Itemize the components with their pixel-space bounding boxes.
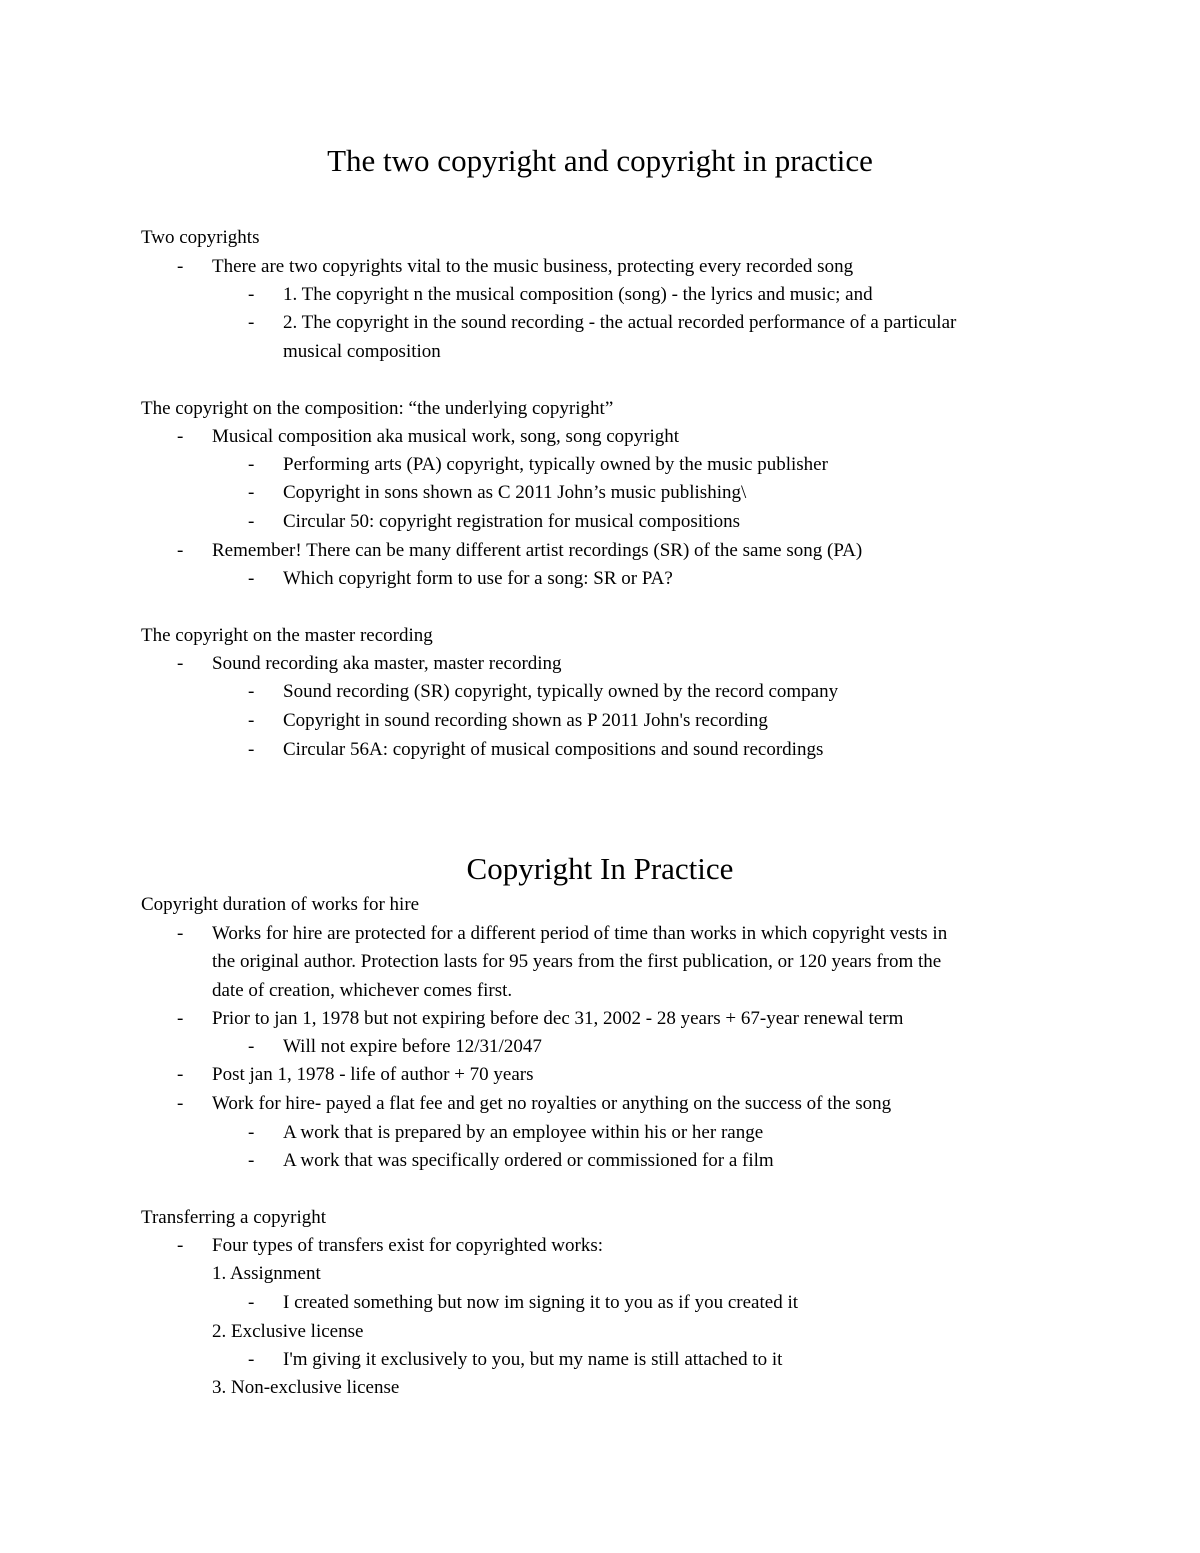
- bullet-dash: -: [248, 1292, 255, 1313]
- bullet-dash: -: [248, 1150, 255, 1171]
- numbered-item: 2. Exclusive license: [212, 1321, 364, 1342]
- bullet-dash: -: [177, 256, 184, 277]
- bullet-dash: -: [248, 482, 255, 503]
- bullet-dash: -: [177, 653, 184, 674]
- list-item: Sound recording (SR) copyright, typically owned by the record company: [283, 681, 839, 702]
- bullet-dash: -: [248, 312, 255, 333]
- section-heading: Two copyrights: [141, 227, 260, 248]
- page-title: The two copyright and copyright in practice: [327, 143, 873, 178]
- bullet-dash: -: [248, 1349, 255, 1370]
- bullet-dash: -: [177, 540, 184, 561]
- list-item: A work that is prepared by an employee within his or her range: [283, 1122, 764, 1143]
- list-item: Circular 50: copyright registration for musical compositions: [283, 511, 740, 532]
- numbered-item: 1. Assignment: [212, 1263, 321, 1284]
- list-item-continuation: musical composition: [283, 341, 441, 362]
- bullet-dash: -: [248, 511, 255, 532]
- list-item: Prior to jan 1, 1978 but not expiring before dec 31, 2002 - 28 years + 67-year renewal term: [212, 1008, 904, 1029]
- list-item: Post jan 1, 1978 - life of author + 70 years: [212, 1064, 534, 1085]
- section-heading: Copyright duration of works for hire: [141, 894, 420, 915]
- bullet-dash: -: [248, 710, 255, 731]
- list-item: 2. The copyright in the sound recording - the actual recorded performance of a particular: [283, 312, 957, 333]
- list-item-continuation: date of creation, whichever comes first.: [212, 980, 513, 1001]
- list-item-continuation: the original author. Protection lasts for 95 years from the first publication, or 120 years from the: [212, 951, 942, 972]
- list-item: There are two copyrights vital to the music business, protecting every recorded song: [212, 256, 854, 277]
- bullet-dash: -: [248, 568, 255, 589]
- list-item: Works for hire are protected for a different period of time than works in which copyright vests in: [212, 923, 948, 944]
- list-item: Which copyright form to use for a song: SR or PA?: [283, 568, 673, 589]
- list-item: I created something but now im signing it to you as if you created it: [283, 1292, 799, 1313]
- list-item: Musical composition aka musical work, song, song copyright: [212, 426, 680, 447]
- bullet-dash: -: [177, 1093, 184, 1114]
- bullet-dash: -: [248, 681, 255, 702]
- list-item: Circular 56A: copyright of musical compositions and sound recordings: [283, 739, 824, 760]
- bullet-dash: -: [248, 284, 255, 305]
- bullet-dash: -: [248, 454, 255, 475]
- list-item: Four types of transfers exist for copyrighted works:: [212, 1235, 604, 1256]
- list-item: Remember! There can be many different artist recordings (SR) of the same song (PA): [212, 540, 863, 561]
- bullet-dash: -: [248, 1036, 255, 1057]
- bullet-dash: -: [248, 739, 255, 760]
- bullet-dash: -: [248, 1122, 255, 1143]
- section-heading: The copyright on the master recording: [141, 625, 433, 646]
- list-item: Sound recording aka master, master recording: [212, 653, 562, 674]
- bullet-dash: -: [177, 1064, 184, 1085]
- bullet-dash: -: [177, 1008, 184, 1029]
- section-heading: Transferring a copyright: [141, 1207, 327, 1228]
- bullet-dash: -: [177, 1235, 184, 1256]
- list-item: Performing arts (PA) copyright, typically owned by the music publisher: [283, 454, 828, 475]
- list-item: Copyright in sons shown as C 2011 John’s music publishing\: [283, 482, 747, 503]
- list-item: Will not expire before 12/31/2047: [283, 1036, 542, 1057]
- list-item: A work that was specifically ordered or commissioned for a film: [283, 1150, 774, 1171]
- list-item: Work for hire- payed a flat fee and get no royalties or anything on the success of the song: [212, 1093, 892, 1114]
- bullet-dash: -: [177, 923, 184, 944]
- bullet-dash: -: [177, 426, 184, 447]
- numbered-item: 3. Non-exclusive license: [212, 1377, 400, 1398]
- section-heading: The copyright on the composition: “the underlying copyright”: [141, 398, 614, 419]
- list-item: Copyright in sound recording shown as P 2011 John's recording: [283, 710, 768, 731]
- list-item: 1. The copyright n the musical composition (song) - the lyrics and music; and: [283, 284, 873, 305]
- section-title: Copyright In Practice: [466, 851, 734, 886]
- list-item: I'm giving it exclusively to you, but my name is still attached to it: [283, 1349, 783, 1370]
